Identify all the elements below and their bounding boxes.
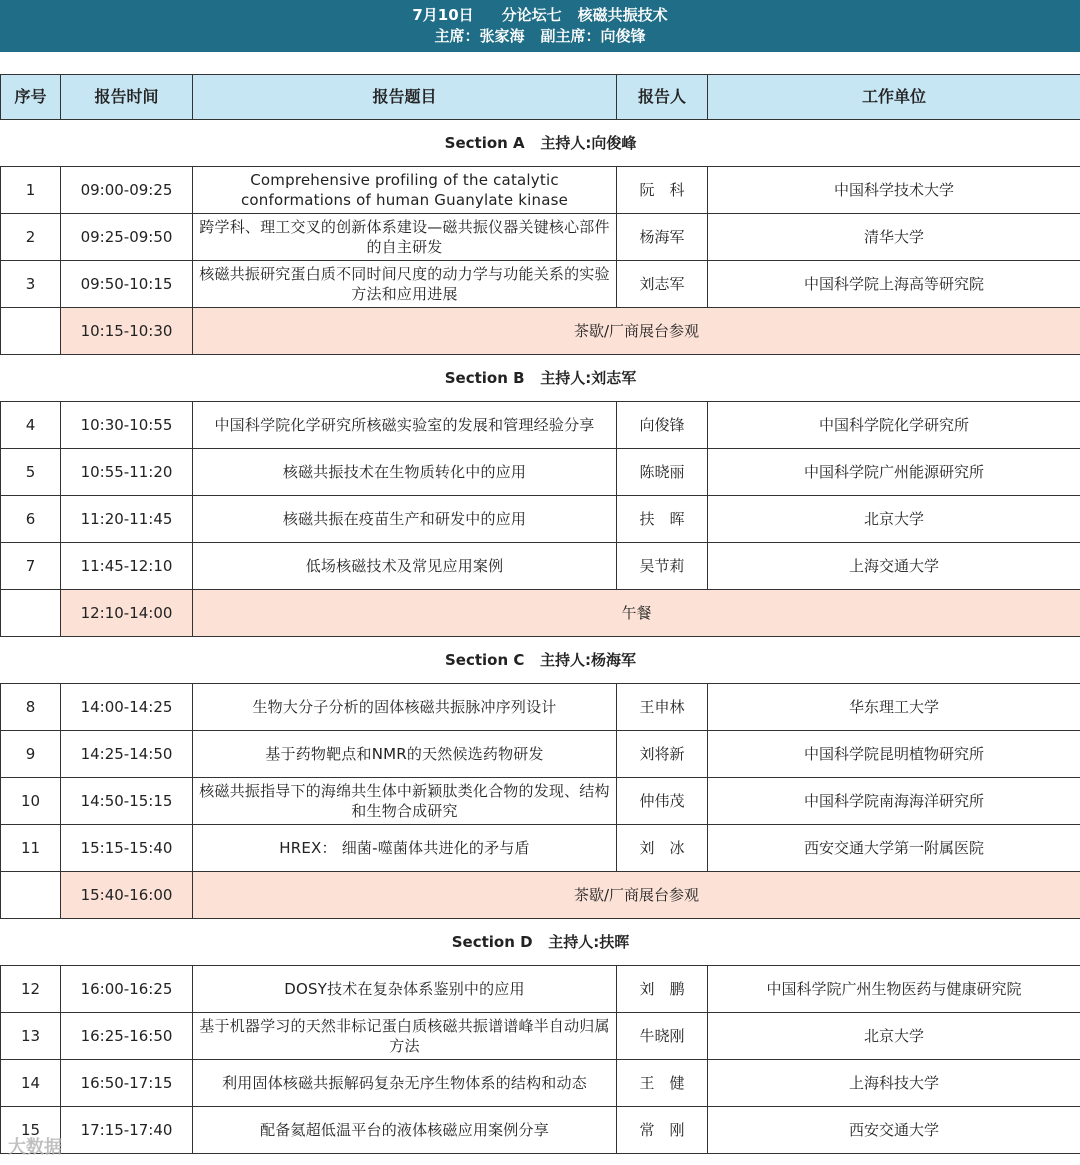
- table-row: [1, 214, 1080, 261]
- speaker-name: 牛晓刚: [617, 1013, 708, 1060]
- break-label: 午餐: [193, 590, 1080, 637]
- report-title: 核磁共振技术在生物质转化中的应用: [193, 449, 617, 496]
- report-time: 16:50-17:15: [61, 1060, 193, 1107]
- report-time: 15:15-15:40: [61, 825, 193, 872]
- report-title: DOSY技术在复杂体系鉴别中的应用: [193, 966, 617, 1013]
- report-title: 核磁共振研究蛋白质不同时间尺度的动力学与功能关系的实验方法和应用进展: [193, 261, 617, 308]
- col-header-number: 序号: [1, 75, 61, 120]
- report-title: 跨学科、理工交叉的创新体系建设—磁共振仪器关键核心部件的自主研发: [193, 214, 617, 261]
- row-number: 14: [1, 1060, 61, 1107]
- col-header-time: 报告时间: [61, 75, 193, 120]
- speaker-name: 常 刚: [617, 1107, 708, 1154]
- break-time: 12:10-14:00: [61, 590, 193, 637]
- report-time: 14:00-14:25: [61, 684, 193, 731]
- report-title: 核磁共振指导下的海绵共生体中新颖肽类化合物的发现、结构和生物合成研究: [193, 778, 617, 825]
- organization: 清华大学: [708, 214, 1080, 261]
- table-row: [1, 261, 1080, 308]
- organization: 西安交通大学第一附属医院: [708, 825, 1080, 872]
- row-number: 3: [1, 261, 61, 308]
- watermark: 大数据: [8, 1137, 62, 1158]
- report-title: HREX： 细菌-噬菌体共进化的矛与盾: [193, 825, 617, 872]
- report-time: 17:15-17:40: [61, 1107, 193, 1154]
- speaker-name: 扶 晖: [617, 496, 708, 543]
- break-number-blank: [1, 590, 61, 637]
- report-time: 10:55-11:20: [61, 449, 193, 496]
- chair-label: 主席：: [434, 27, 480, 45]
- row-number: 2: [1, 214, 61, 261]
- row-number: 11: [1, 825, 61, 872]
- table-row: [1, 1013, 1080, 1060]
- table-row: [1, 966, 1080, 1013]
- table-row: [1, 1060, 1080, 1107]
- section-heading: Section C 主持人:杨海军: [1, 637, 1080, 684]
- row-number: 9: [1, 731, 61, 778]
- report-time: 14:50-15:15: [61, 778, 193, 825]
- section-heading: Section B 主持人:刘志军: [1, 355, 1080, 402]
- table-row: [1, 402, 1080, 449]
- speaker-name: 刘 鹏: [617, 966, 708, 1013]
- session-banner: [0, 0, 1080, 52]
- organization: 北京大学: [708, 496, 1080, 543]
- organization: 中国科学院广州能源研究所: [708, 449, 1080, 496]
- report-title: 中国科学院化学研究所核磁实验室的发展和管理经验分享: [193, 402, 617, 449]
- section-heading-row: [1, 120, 1080, 167]
- schedule-body: [1, 120, 1080, 1154]
- organization: 中国科学院上海高等研究院: [708, 261, 1080, 308]
- row-number: 1: [1, 167, 61, 214]
- speaker-name: 王 健: [617, 1060, 708, 1107]
- section-heading-row: [1, 919, 1080, 966]
- banner-line-1: [0, 5, 1080, 26]
- row-number: 12: [1, 966, 61, 1013]
- table-row: [1, 778, 1080, 825]
- report-title: 配备氦超低温平台的液体核磁应用案例分享: [193, 1107, 617, 1154]
- row-number: 5: [1, 449, 61, 496]
- speaker-name: 陈晓丽: [617, 449, 708, 496]
- report-time: 14:25-14:50: [61, 731, 193, 778]
- report-title: 低场核磁技术及常见应用案例: [193, 543, 617, 590]
- table-row: [1, 167, 1080, 214]
- vice-chair-name: 向俊锋: [600, 27, 646, 45]
- table-row: [1, 496, 1080, 543]
- table-row: [1, 1107, 1080, 1154]
- col-header-organization: 工作单位: [708, 75, 1080, 120]
- report-time: 09:00-09:25: [61, 167, 193, 214]
- vice-chair-label: 副主席：: [540, 27, 601, 45]
- report-title: 核磁共振在疫苗生产和研发中的应用: [193, 496, 617, 543]
- break-row: [1, 590, 1080, 637]
- report-time: 16:25-16:50: [61, 1013, 193, 1060]
- section-heading: Section A 主持人:向俊峰: [1, 120, 1080, 167]
- organization: 北京大学: [708, 1013, 1080, 1060]
- banner-line-2: [0, 26, 1080, 47]
- organization: 上海交通大学: [708, 543, 1080, 590]
- report-title: 基于机器学习的天然非标记蛋白质核磁共振谱谱峰半自动归属方法: [193, 1013, 617, 1060]
- table-row: [1, 543, 1080, 590]
- speaker-name: 向俊锋: [617, 402, 708, 449]
- organization: 西安交通大学: [708, 1107, 1080, 1154]
- schedule-table: [0, 74, 1080, 1154]
- speaker-name: 刘 冰: [617, 825, 708, 872]
- row-number: 8: [1, 684, 61, 731]
- section-heading-row: [1, 637, 1080, 684]
- organization: 华东理工大学: [708, 684, 1080, 731]
- break-label: 茶歇/厂商展台参观: [193, 308, 1080, 355]
- organization: 中国科学院广州生物医药与健康研究院: [708, 966, 1080, 1013]
- organization: 上海科技大学: [708, 1060, 1080, 1107]
- table-header-row: [1, 75, 1080, 120]
- speaker-name: 王申林: [617, 684, 708, 731]
- break-label: 茶歇/厂商展台参观: [193, 872, 1080, 919]
- section-heading-row: [1, 355, 1080, 402]
- speaker-name: 刘将新: [617, 731, 708, 778]
- organization: 中国科学院化学研究所: [708, 402, 1080, 449]
- break-time: 10:15-10:30: [61, 308, 193, 355]
- report-time: 16:00-16:25: [61, 966, 193, 1013]
- table-row: [1, 684, 1080, 731]
- break-row: [1, 872, 1080, 919]
- report-time: 11:20-11:45: [61, 496, 193, 543]
- table-row: [1, 825, 1080, 872]
- speaker-name: 阮 科: [617, 167, 708, 214]
- table-row: [1, 731, 1080, 778]
- report-title: Comprehensive profiling of the catalytic conformations of human Guanylate kinase: [193, 167, 617, 214]
- section-heading: Section D 主持人:扶晖: [1, 919, 1080, 966]
- organization: 中国科学院南海海洋研究所: [708, 778, 1080, 825]
- row-number: 13: [1, 1013, 61, 1060]
- break-row: [1, 308, 1080, 355]
- row-number: 4: [1, 402, 61, 449]
- speaker-name: 刘志军: [617, 261, 708, 308]
- row-number: 10: [1, 778, 61, 825]
- speaker-name: 仲伟茂: [617, 778, 708, 825]
- speaker-name: 吴节莉: [617, 543, 708, 590]
- forum-name: 分论坛七: [501, 6, 562, 24]
- table-row: [1, 449, 1080, 496]
- organization: 中国科学院昆明植物研究所: [708, 731, 1080, 778]
- break-number-blank: [1, 308, 61, 355]
- report-time: 09:50-10:15: [61, 261, 193, 308]
- speaker-name: 杨海军: [617, 214, 708, 261]
- chair-name: 张家海: [479, 27, 525, 45]
- report-title: 利用固体核磁共振解码复杂无序生物体系的结构和动态: [193, 1060, 617, 1107]
- report-title: 生物大分子分析的固体核磁共振脉冲序列设计: [193, 684, 617, 731]
- row-number: 6: [1, 496, 61, 543]
- row-number: 7: [1, 543, 61, 590]
- break-number-blank: [1, 872, 61, 919]
- break-time: 15:40-16:00: [61, 872, 193, 919]
- col-header-title: 报告题目: [193, 75, 617, 120]
- col-header-speaker: 报告人: [617, 75, 708, 120]
- session-date: 7月10日: [412, 6, 474, 24]
- organization: 中国科学技术大学: [708, 167, 1080, 214]
- forum-topic: 核磁共振技术: [577, 6, 668, 24]
- report-title: 基于药物靶点和NMR的天然候选药物研发: [193, 731, 617, 778]
- report-time: 11:45-12:10: [61, 543, 193, 590]
- report-time: 10:30-10:55: [61, 402, 193, 449]
- report-time: 09:25-09:50: [61, 214, 193, 261]
- row-number: 15: [1, 1107, 61, 1154]
